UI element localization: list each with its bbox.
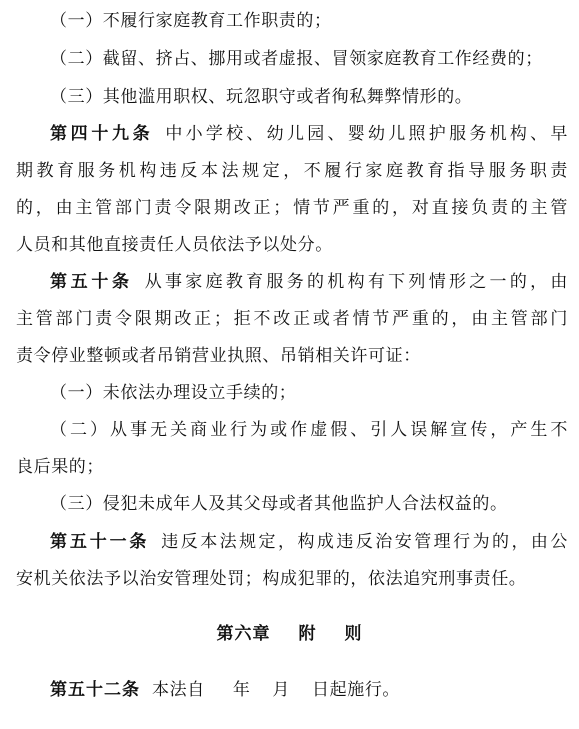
article-50-title: 第五十条 <box>50 272 133 292</box>
article-52-text-d: 日起施行。 <box>312 680 401 700</box>
article-52-title: 第五十二条 <box>50 680 140 700</box>
article-50-item-2-line-1: （二）从事无关商业行为或作虚假、引人误解宣传，产生不 <box>50 420 568 440</box>
article-49-line-2: 期教育服务机构违反本法规定，不履行家庭教育指导服务职责 <box>16 161 568 181</box>
article-49-line-4: 人员和其他直接责任人员依法予以处分。 <box>16 235 333 255</box>
article-51-text-1: 违反本法规定，构成违反治安管理行为的，由公 <box>161 532 568 552</box>
item-3-line: （三）其他滥用职权、玩忽职守或者徇私舞弊情形的。 <box>50 87 473 107</box>
item-2-line: （二）截留、挤占、挪用或者虚报、冒领家庭教育工作经费的； <box>50 49 543 69</box>
article-51-line-1 <box>50 531 568 553</box>
article-49-line-1 <box>50 123 568 145</box>
article-50-text-1: 从事家庭教育服务的机构有下列情形之一的，由 <box>144 272 568 292</box>
article-50-line-2: 主管部门责令限期改正；拒不改正或者情节严重的，由主管部门 <box>16 309 568 329</box>
article-49-text-1: 中小学校、幼儿园、婴幼儿照护服务机构、早 <box>165 124 569 144</box>
chapter-name-1: 附 <box>298 624 317 644</box>
article-50-line-1 <box>50 271 568 293</box>
article-50-line-3: 责令停业整顿或者吊销营业执照、吊销相关许可证： <box>16 346 421 366</box>
chapter-name-2: 则 <box>344 624 363 644</box>
article-52-text-a: 本法自 <box>152 680 205 700</box>
article-50-item-2-line-2: 良后果的； <box>16 457 104 477</box>
article-52-text-b: 年 <box>232 680 251 700</box>
article-50-item-1: （一）未依法办理设立手续的； <box>50 383 297 403</box>
article-52-line-1 <box>50 679 568 701</box>
article-51-title: 第五十一条 <box>50 532 150 552</box>
article-49-line-3: 的，由主管部门责令限期改正；情节严重的，对直接负责的主管 <box>16 198 568 218</box>
article-49-title: 第四十九条 <box>50 124 154 144</box>
article-52-text-c: 月 <box>272 680 291 700</box>
article-51-line-2: 安机关依法予以治安管理处罚；构成犯罪的，依法追究刑事责任。 <box>16 569 527 589</box>
item-1-line: （一）不履行家庭教育工作职责的； <box>50 11 332 31</box>
chapter-number: 第六章 <box>216 624 271 644</box>
chapter-heading <box>0 623 579 645</box>
article-50-item-3: （三）侵犯未成年人及其父母或者其他监护人合法权益的。 <box>50 494 508 514</box>
